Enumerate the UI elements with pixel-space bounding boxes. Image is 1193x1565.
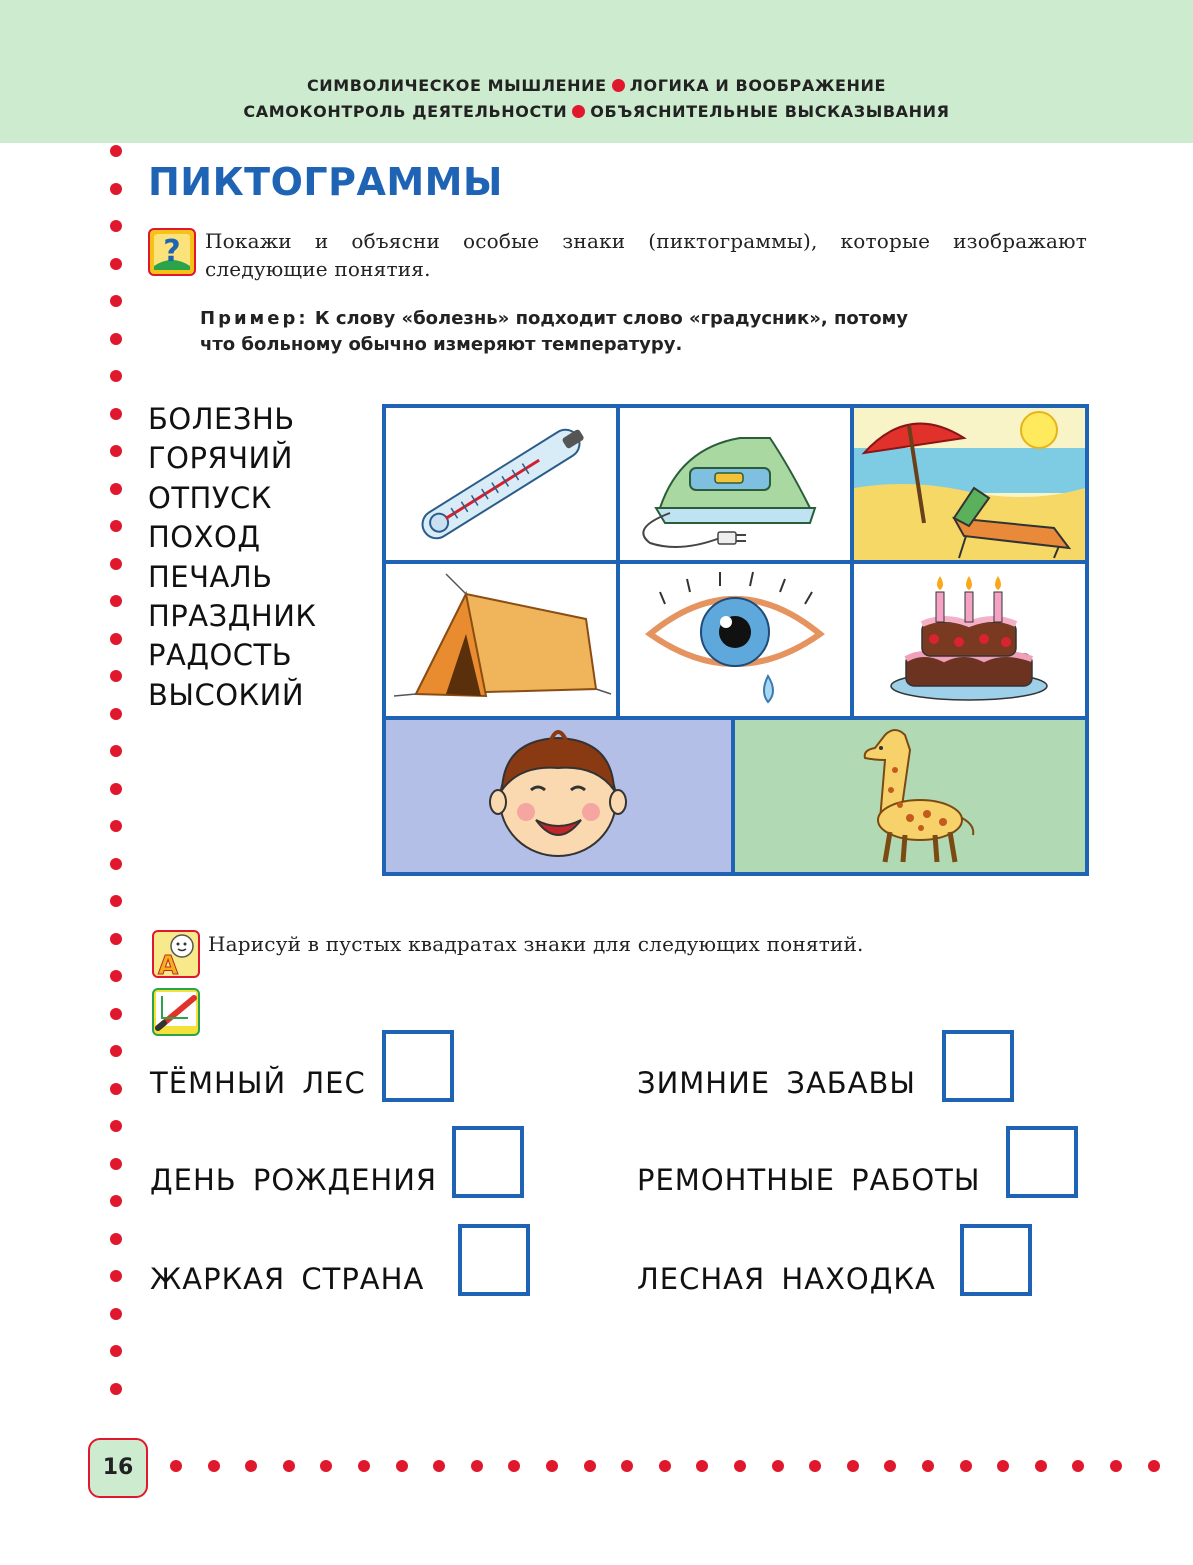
border-dot [110,1233,122,1245]
page-number: 16 [88,1438,148,1498]
picture-grid [382,404,1089,876]
drawing-box[interactable] [458,1224,530,1296]
border-dot [110,595,122,607]
boy-picture [386,720,731,872]
header-band [0,0,1193,143]
border-dot [997,1460,1009,1472]
page-title: ПИКТОГРАММЫ [148,160,503,204]
header-line-2 [0,102,1193,121]
concept-item: ГОРЯЧИЙ [148,441,293,476]
iron-icon [620,408,850,560]
border-dot [960,1460,972,1472]
drawing-box[interactable] [1006,1126,1078,1198]
iron-picture [620,408,850,560]
bullet-icon [572,105,585,118]
border-dot [110,783,122,795]
border-dot [809,1460,821,1472]
border-dot [110,1083,122,1095]
border-dot [245,1460,257,1472]
concept-item: ОТПУСК [148,480,272,515]
header-topic: САМОКОНТРОЛЬ ДЕЯТЕЛЬНОСТИ [243,102,568,121]
border-dot [696,1460,708,1472]
border-dot [110,258,122,270]
example-lead: Пример: [200,308,309,329]
eye-picture [620,564,850,716]
border-dot [110,708,122,720]
border-dot [1035,1460,1047,1472]
border-dot [110,820,122,832]
svg-text:A: A [157,951,179,978]
border-dot [110,1270,122,1282]
crying-eye-icon [620,564,850,716]
border-dot [1148,1460,1160,1472]
example-block [200,306,920,358]
border-dot [110,1008,122,1020]
tent-icon [386,564,616,716]
border-dot [847,1460,859,1472]
border-dot [110,295,122,307]
svg-text:?: ? [163,234,181,269]
pencil-drawing-icon [152,988,200,1036]
task1-instruction: Покажи и объясни особые знаки (пиктограммы), которые изображают следующие понятия. [205,229,1087,281]
border-dot [922,1460,934,1472]
border-dot [110,1308,122,1320]
border-dot [110,145,122,157]
border-dot [208,1460,220,1472]
border-dot [110,1345,122,1357]
draw-label: ЖАРКАЯ СТРАНА [150,1262,425,1296]
border-dot [471,1460,483,1472]
border-dot [772,1460,784,1472]
drawing-box[interactable] [382,1030,454,1102]
border-dot [546,1460,558,1472]
example-text: К слову «болезнь» подходит слово «градусник», потому что больному обычно измеряют температуру. [200,308,909,355]
draw-label: ДЕНЬ РОЖДЕНИЯ [150,1163,438,1197]
drawing-box[interactable] [452,1126,524,1198]
border-dot [110,895,122,907]
smiling-boy-icon [386,720,731,872]
border-dot [110,558,122,570]
concept-item: ПОХОД [148,520,261,555]
border-dot [110,220,122,232]
border-dot [110,445,122,457]
giraffe-picture [735,720,1085,872]
border-dot [884,1460,896,1472]
border-dot [1110,1460,1122,1472]
border-dot [110,408,122,420]
border-dot [320,1460,332,1472]
bullet-icon [612,79,625,92]
beach-picture [854,408,1085,560]
giraffe-icon [735,720,1085,872]
border-dot [734,1460,746,1472]
concept-item: ВЫСОКИЙ [148,677,305,712]
border-dot [110,183,122,195]
border-dot [584,1460,596,1472]
border-dot [110,1195,122,1207]
border-dot [110,483,122,495]
border-dot [110,633,122,645]
border-dot [621,1460,633,1472]
thermometer-icon [386,408,616,560]
border-dot [110,1120,122,1132]
header-line-1 [0,76,1193,95]
drawing-box[interactable] [942,1030,1014,1102]
border-dot [396,1460,408,1472]
concept-item: БОЛЕЗНЬ [148,402,295,436]
draw-label: РЕМОНТНЫЕ РАБОТЫ [637,1163,981,1197]
concept-item: РАДОСТЬ [148,638,293,673]
border-dot [508,1460,520,1472]
draw-label: ТЁМНЫЙ ЛЕС [150,1066,366,1100]
border-dot [110,1158,122,1170]
border-dot [110,670,122,682]
letter-a-icon [152,930,200,978]
border-dot [110,520,122,532]
border-dot [110,333,122,345]
header-topic: ОБЪЯСНИТЕЛЬНЫЕ ВЫСКАЗЫВАНИЯ [590,102,950,121]
concept-item: ПРАЗДНИК [148,599,317,634]
concept-list [148,400,368,715]
border-dot [110,933,122,945]
border-dot [110,970,122,982]
cake-picture [854,564,1085,716]
border-dot [110,1045,122,1057]
thermometer-picture [386,408,616,560]
tent-picture [386,564,616,716]
header-topic: СИМВОЛИЧЕСКОЕ МЫШЛЕНИЕ [306,76,607,95]
task2-instruction: Нарисуй в пустых квадратах знаки для следующих понятий. [208,932,864,956]
draw-label: ЛЕСНАЯ НАХОДКА [637,1262,936,1296]
birthday-cake-icon [854,564,1085,716]
border-dot [110,745,122,757]
question-mark-icon [148,228,196,276]
border-dot [433,1460,445,1472]
beach-umbrella-icon [854,408,1085,560]
draw-label: ЗИМНИЕ ЗАБАВЫ [637,1066,916,1100]
drawing-box[interactable] [960,1224,1032,1296]
border-dot [659,1460,671,1472]
border-dot [358,1460,370,1472]
header-topic: ЛОГИКА И ВООБРАЖЕНИЕ [629,76,887,95]
border-dot [110,1383,122,1395]
concept-item: ПЕЧАЛЬ [148,559,273,594]
border-dot [1072,1460,1084,1472]
border-dot [283,1460,295,1472]
border-dot [110,858,122,870]
border-dot [110,370,122,382]
border-dot [170,1460,182,1472]
